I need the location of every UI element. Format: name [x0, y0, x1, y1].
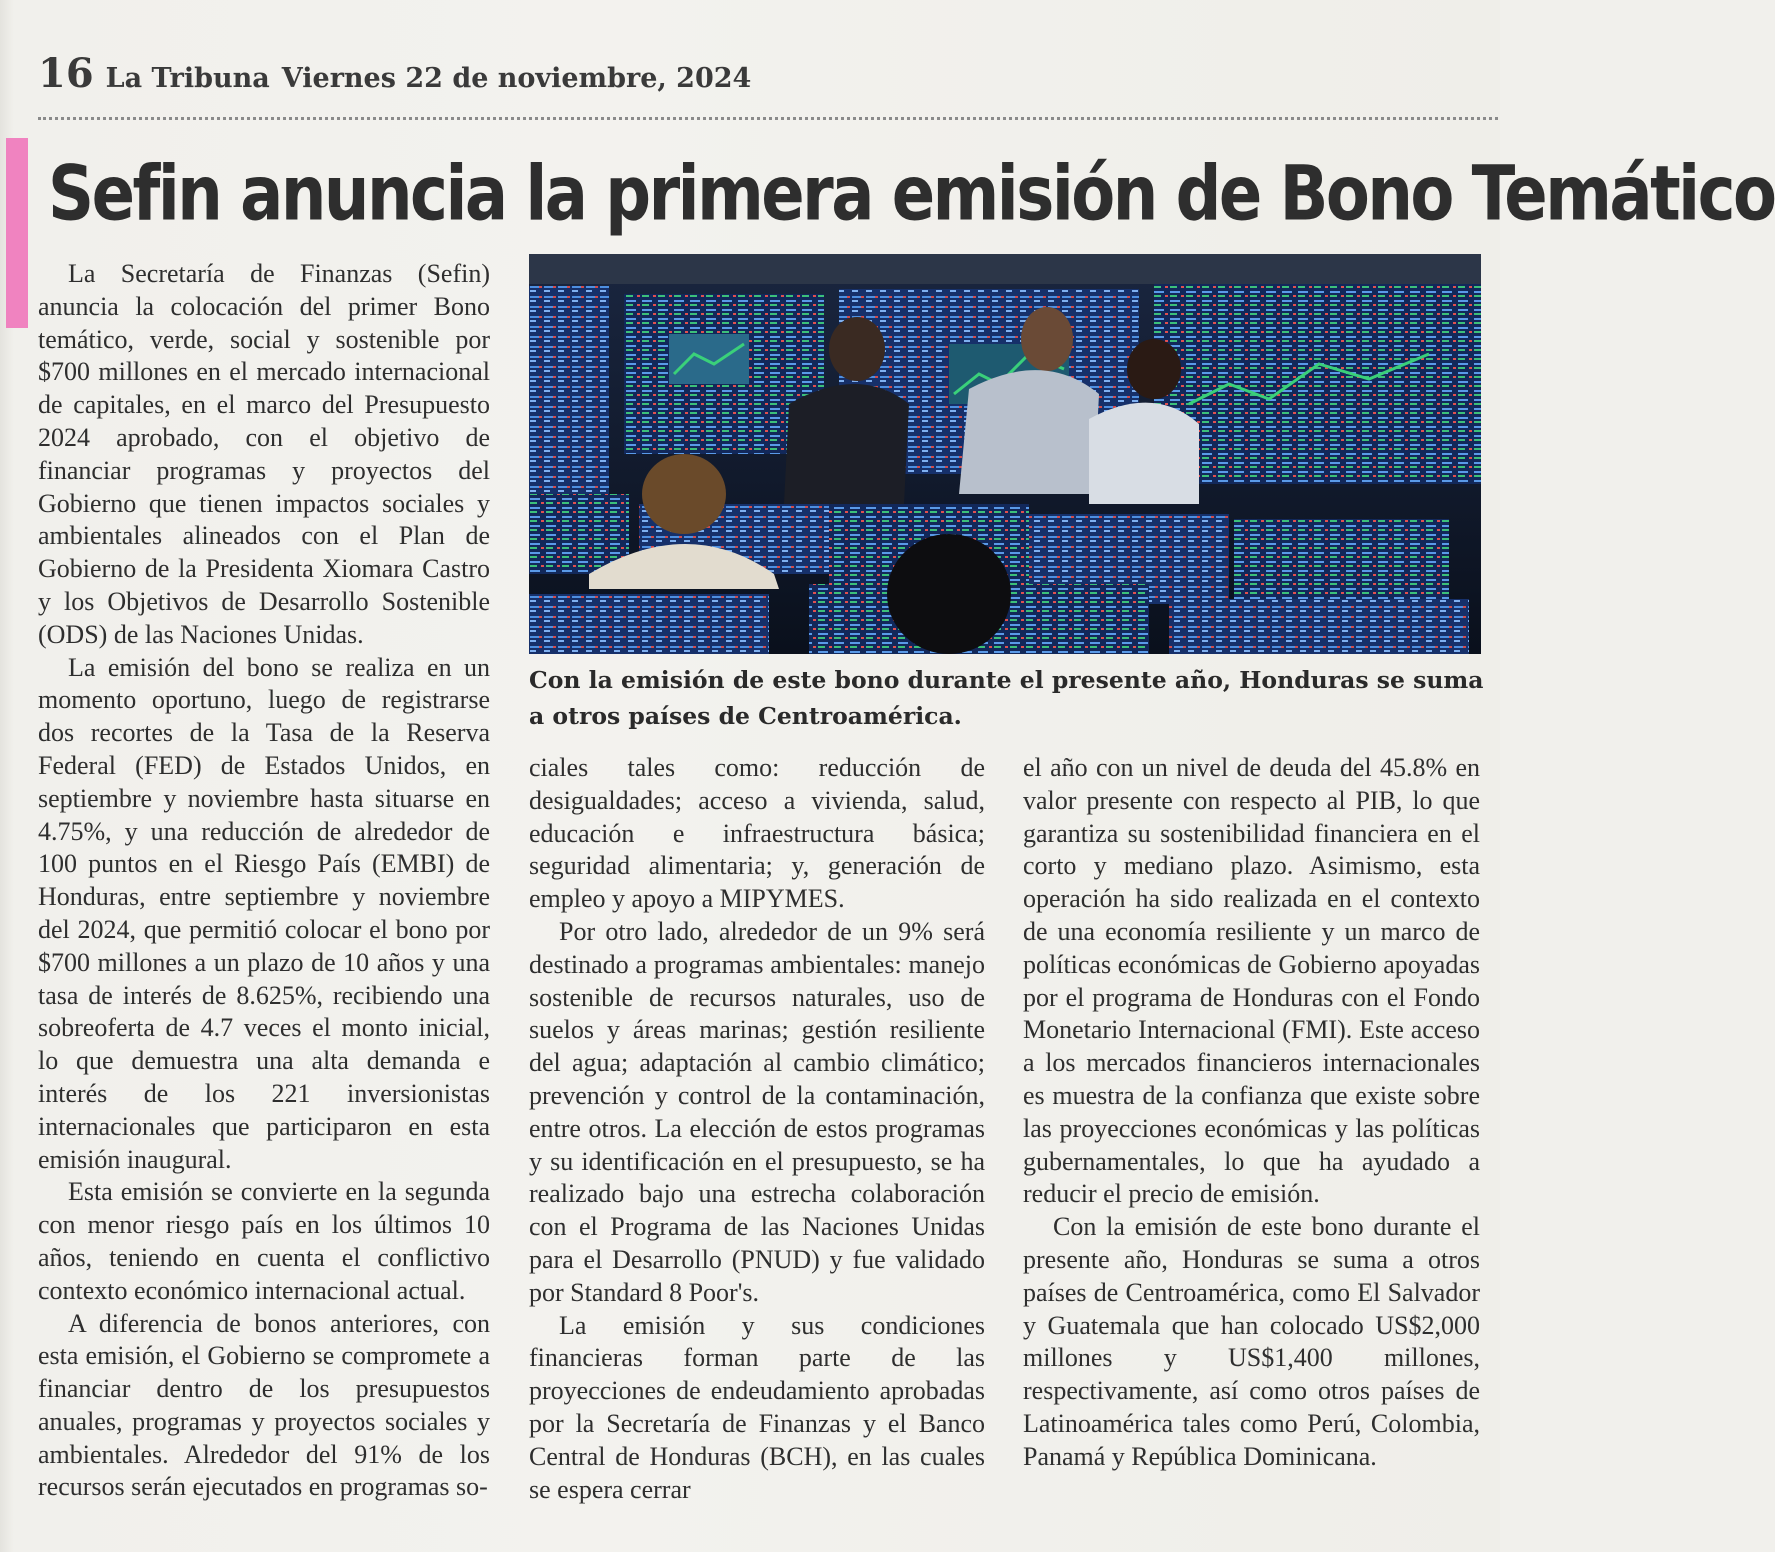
- paragraph: La emisión del bono se realiza en un momento oportuno, luego de registrarse dos recortes de la Tasa de la Reserva Federal (FED) de Estados Unidos, en septiembre y noviembre hasta situarse en 4.75%, y una reducción de alrededor de 100 puntos en el Riesgo País (EMBI) de Honduras, entre septiembre y noviembre del 2024, que permitió colocar el bono por $700 millones a un plazo de 10 años y una tasa de interés de 8.625%, recibiendo una sobreoferta de 4.7 veces el monto inicial, lo que demuestra una alta demanda e interés de los 221 inversionistas internacionales que participaron en esta emisión inaugural.: [38, 652, 490, 1174]
- paragraph: el año con un nivel de deuda del 45.8% en valor presente con respecto al PIB, lo que garantiza su sostenibilidad financiera en el corto y mediano plazo. Asimismo, esta operación ha sido realizada en el contexto de una economía resiliente y un marco de políticas económicas de Gobierno apoyadas por el programa de Honduras con el Fondo Monetario Internacional (FMI). Este acceso a los mercados financieros internacionales es muestra de la confianza que existe sobre las proyecciones económicas y las políticas gubernamentales, lo que ha ayudado a reducir el precio de emisión.: [1023, 753, 1480, 1209]
- header-divider: [38, 117, 1498, 120]
- paragraph: Esta emisión se convierte en la segunda con menor riesgo país en los últimos 10 años, teniendo en cuenta el conflictivo contexto económico internacional actual.: [38, 1177, 490, 1305]
- paragraph: Con la emisión de este bono durante el presente año, Honduras se suma a otros países de Centroamérica, como El Salvador y Guatemala que han colocado US$2,000 millones y US$1,400 millones, respectivamente, así como otros países de Latinoamérica tales como Perú, Colombia, Panamá y República Dominicana.: [1023, 1212, 1480, 1471]
- article-column-2: [529, 752, 985, 1506]
- article-column-3: [1023, 752, 1480, 1474]
- paragraph: La emisión y sus condiciones financieras forman parte de las proyecciones de endeudamiento aprobadas por la Secretaría de Finanzas y el Banco Central de Honduras (BCH), en las cuales se espera cerrar: [529, 1310, 985, 1504]
- article-headline: Sefin anuncia la primera emisión de Bono Temático: [48, 150, 1775, 239]
- paragraph: La Secretaría de Finanzas (Sefin) anuncia la colocación del primer Bono temático, verde, social y sostenible por $700 millones en el mercado internacional de capitales, en el marco del Presupuesto 2024 aprobado, con el objetivo de financiar programas y proyectos del Gobierno que tienen impactos sociales y ambientales alineados con el Plan de Gobierno de la Presidenta Xiomara Castro y los Objetivos de Desarrollo Sostenible (ODS) de las Naciones Unidas.: [38, 259, 490, 649]
- photo-caption: Con la emisión de este bono durante el presente año, Honduras se suma a otros países de Centroamérica.: [529, 666, 1484, 730]
- trading-floor-photo: [529, 254, 1481, 654]
- newspaper-name: La Tribuna: [105, 63, 270, 94]
- publication-date: Viernes 22 de noviembre, 2024: [281, 63, 752, 94]
- highlighter-mark: [6, 138, 28, 328]
- article-column-1: [38, 258, 490, 1504]
- paragraph: Por otro lado, alrededor de un 9% será destinado a programas ambientales: manejo sostenible de recursos naturales, uso de suelos y áreas marinas; gestión resiliente del agua; adaptación al cambio climático; prevención y control de la contaminación, entre otros. La elección de estos programas y su identificación en el presupuesto, se ha realizado bajo una estrecha colaboración con el Programa de las Naciones Unidas para el Desarrollo (PNUD) y fue validado por Standard 8 Poor's.: [529, 916, 985, 1307]
- paragraph: ciales tales como: reducción de desigualdades; acceso a vivienda, salud, educación e infraestructura básica; seguridad alimentaria; y, generación de empleo y apoyo a MIPYMES.: [529, 753, 985, 914]
- paragraph: A diferencia de bonos anteriores, con esta emisión, el Gobierno se compromete a financiar dentro de los presupuestos anuales, programas y proyectos sociales y ambientales. Alrededor del 91% de los recursos serán ejecutados en programas so-: [38, 1308, 490, 1502]
- masthead: [38, 50, 751, 100]
- page-number: 16: [38, 50, 94, 97]
